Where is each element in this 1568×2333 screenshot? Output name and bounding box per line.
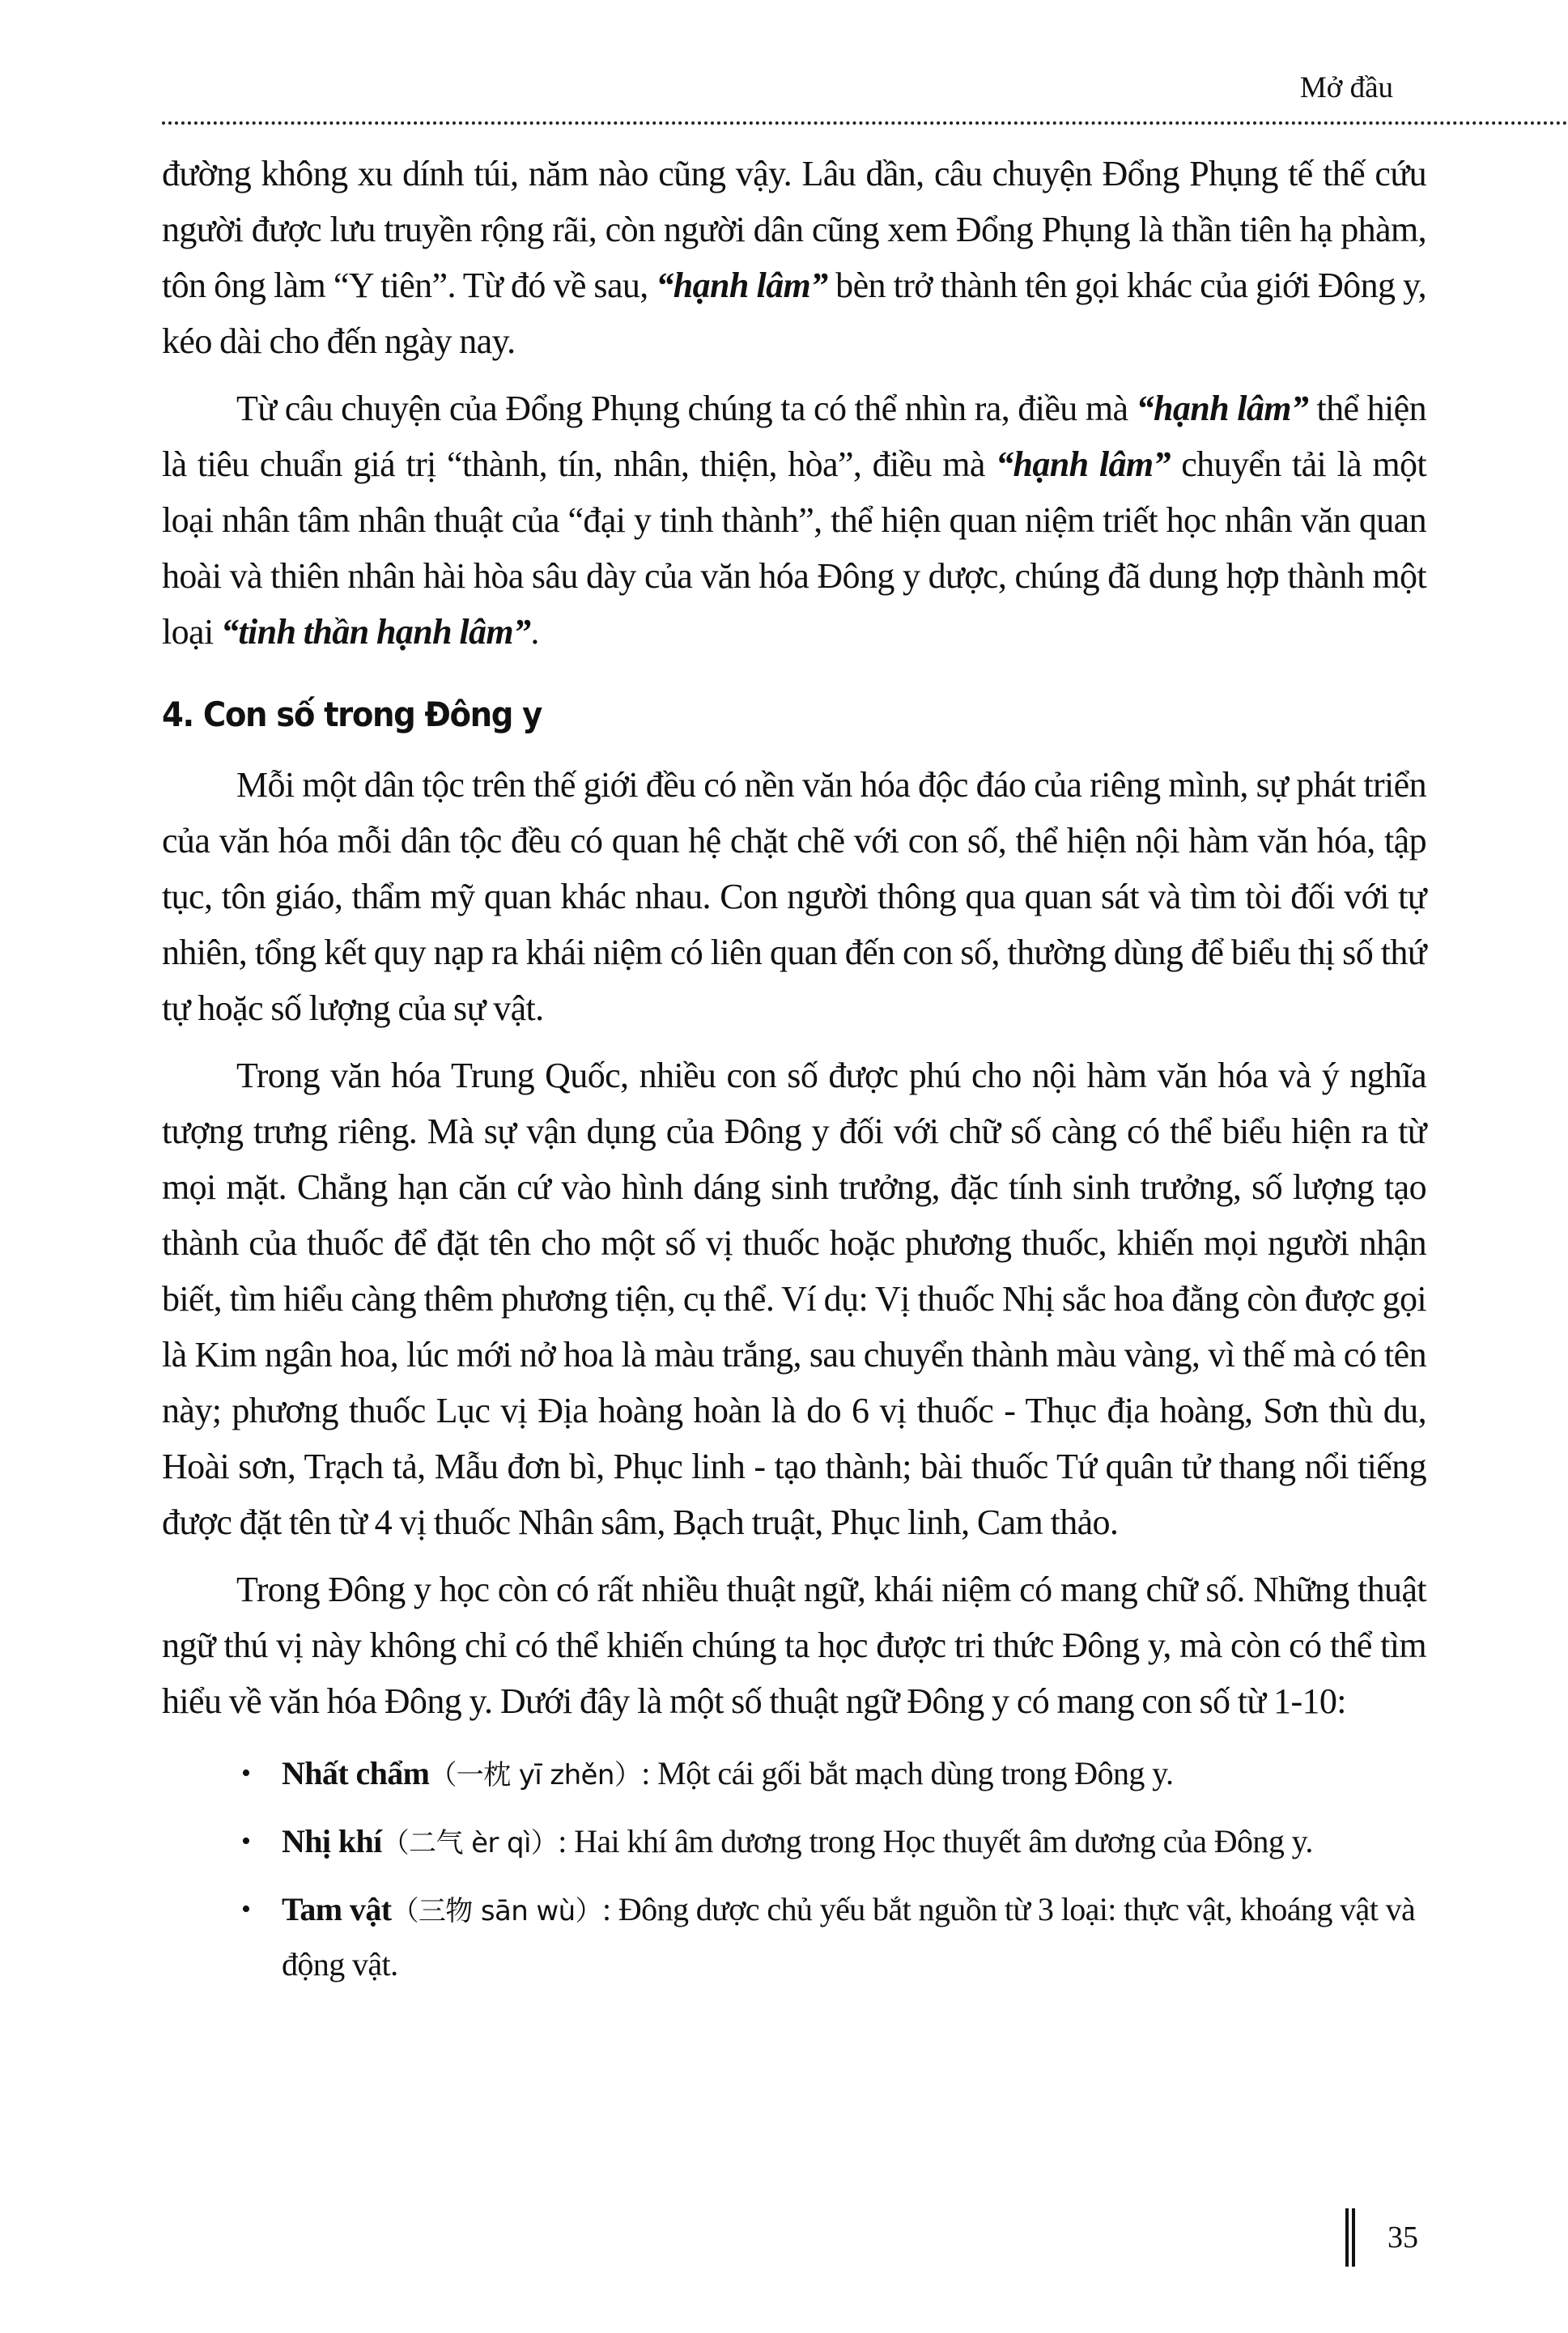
text-segment: . — [530, 612, 539, 652]
term-chinese: （三物 sān wù） — [391, 1895, 602, 1927]
term-definition: : Một cái gối bắt mạch dùng trong Đông y. — [641, 1755, 1174, 1791]
paragraph: Trong văn hóa Trung Quốc, nhiều con số được phú cho nội hàm văn hóa và ý nghĩa tượng trưng riêng. Mà sự vận dụng của Đông y đối với chữ số càng có thể biểu hiện ra từ mọi mặt. Chẳng hạn căn cứ vào hình dáng sinh trưởng, đặc tính sinh trưởng, số lượng tạo thành của thuốc để đặt tên cho một số vị thuốc hoặc phương thuốc, khiến mọi người nhận biết, tìm hiểu càng thêm phương tiện, cụ thể. Ví dụ: Vị thuốc Nhị sắc hoa đằng còn được gọi là Kim ngân hoa, lúc mới nở hoa là màu trắng, sau chuyển thành màu vàng, vì thế mà có tên này; phương thuốc Lục vị Địa hoàng hoàn là do 6 vị thuốc - Thục địa hoàng, Sơn thù du, Hoài sơn, Trạch tả, Mẫu đơn bì, Phục linh - tạo thành; bài thuốc Tứ quân tử thang nổi tiếng được đặt tên từ 4 vị thuốc Nhân sâm, Bạch truật, Phục linh, Cam thảo. — [162, 1056, 1426, 1542]
emphasis-term: “hạnh lâm” — [656, 266, 828, 305]
numbered-terms-list — [162, 1747, 1426, 1991]
emphasis-term: “tinh thần hạnh lâm” — [220, 612, 531, 652]
text-segment: bèn trở thành tên gọi khác của giới Đông y, kéo dài cho đến ngày nay. — [162, 266, 1426, 361]
paragraph — [162, 380, 1426, 660]
footer-double-bar-ornament — [1345, 2208, 1355, 2267]
term-chinese: （二气 èr qì） — [381, 1827, 559, 1859]
chapter-title: Mở đầu — [1299, 71, 1393, 104]
header-dotted-rule — [162, 121, 1568, 125]
section-heading: 4. Con số trong Đông y — [162, 695, 542, 734]
list-item — [162, 1815, 1426, 1870]
text-segment: Từ câu chuyện của Đổng Phụng chúng ta có thể nhìn ra, điều mà — [236, 389, 1137, 428]
paragraph: Mỗi một dân tộc trên thế giới đều có nền văn hóa độc đáo của riêng mình, sự phát triển của văn hóa mỗi dân tộc đều có quan hệ chặt chẽ với con số, thể hiện nội hàm văn hóa, tập tục, tôn giáo, thẩm mỹ quan khác nhau. Con người thông qua quan sát và tìm tòi đối với tự nhiên, tổng kết quy nạp ra khái niệm có liên quan đến con số, thường dùng để biểu thị số thứ tự hoặc số lượng của sự vật. — [162, 765, 1426, 1028]
term-chinese: （一枕 yī zhěn） — [429, 1759, 642, 1791]
text-segment: đường không xu dính túi, năm nào cũng vậy. Lâu dần, câu chuyện Đổng Phụng tế thế cứu người được lưu truyền rộng rãi, còn người dân cũng xem Đổng Phụng là thần tiên hạ phàm, tôn ông làm “Y tiên”. Từ đó về sau, — [162, 154, 1426, 305]
text-segment: thể hiện là tiêu chuẩn giá trị “thành, tín, nhân, thiện, hòa”, điều mà — [162, 389, 1426, 484]
term-definition: : Hai khí âm dương trong Học thuyết âm dương của Đông y. — [558, 1823, 1313, 1859]
page-body — [162, 146, 1426, 2004]
page-footer — [1344, 2208, 1506, 2273]
list-item — [162, 1747, 1426, 1802]
emphasis-term: “hạnh lâm” — [1136, 389, 1309, 428]
list-item — [162, 1883, 1426, 1991]
term-definition: : Đông dược chủ yếu bắt nguồn từ 3 loại: thực vật, khoáng vật và động vật. — [282, 1891, 1416, 1982]
term-name: Nhất chẩm — [282, 1755, 430, 1791]
term-name: Tam vật — [282, 1891, 392, 1927]
text-segment: chuyển tải là một loại nhân tâm nhân thuật của “đại y tinh thành”, thể hiện quan niệm triết học nhân văn quan hoài và thiên nhân hài hòa sâu dày của văn hóa Đông y dược, chúng đã dung hợp thành một loại — [162, 444, 1426, 652]
emphasis-term: “hạnh lâm” — [996, 444, 1171, 484]
paragraph-continued — [162, 146, 1426, 369]
bullet-icon: • — [241, 1758, 251, 1788]
term-name: Nhị khí — [282, 1823, 382, 1859]
page-number: 35 — [1387, 2220, 1418, 2254]
bullet-icon: • — [241, 1894, 251, 1924]
running-header — [162, 49, 1568, 125]
bullet-icon: • — [241, 1826, 251, 1856]
paragraph: Trong Đông y học còn có rất nhiều thuật ngữ, khái niệm có mang chữ số. Những thuật ngữ thú vị này không chỉ có thể khiến chúng ta học được tri thức Đông y, mà còn có thể tìm hiểu về văn hóa Đông y. Dưới đây là một số thuật ngữ Đông y có mang con số từ 1-10: — [162, 1570, 1426, 1721]
